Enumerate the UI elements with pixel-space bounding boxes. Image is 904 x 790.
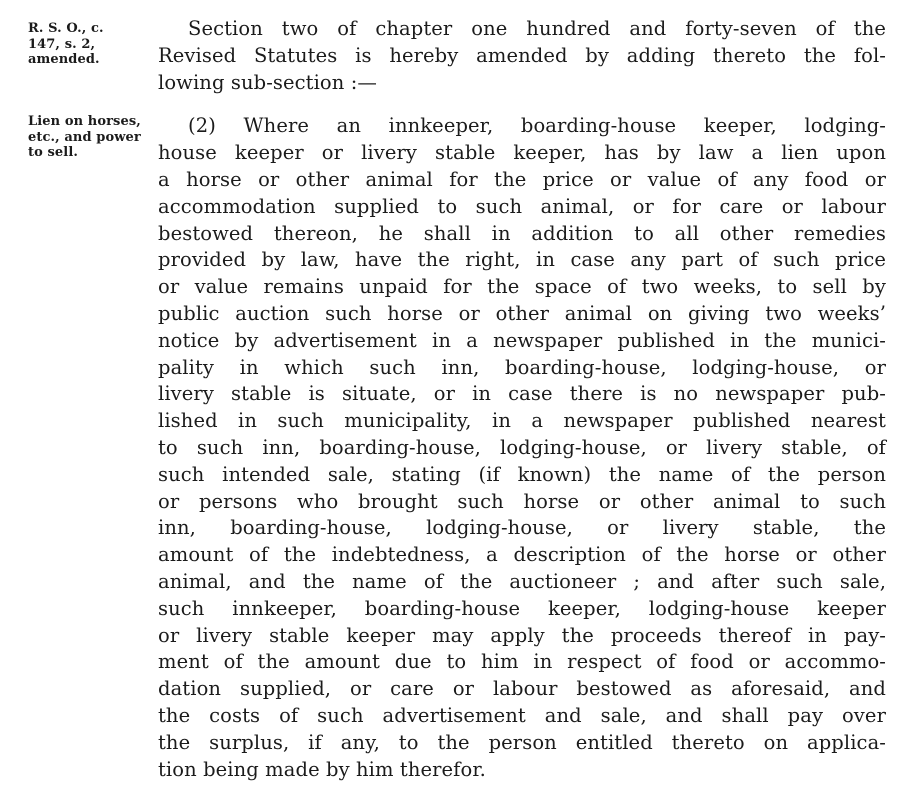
- margin-note-statute-reference: [28, 21, 150, 68]
- margin-note-line: to sell.: [28, 145, 78, 160]
- text-line: pality in which such inn, boarding-house, lodging-house, or: [158, 355, 886, 379]
- paragraph-subsection-2: [158, 113, 886, 783]
- text-line: the surplus, if any, to the person entitled thereto on applica-: [158, 730, 886, 754]
- text-line: a horse or other animal for the price or value of any food or: [158, 167, 886, 191]
- text-line: ment of the amount due to him in respect of food or accommo-: [158, 650, 886, 674]
- text-line: provided by law, have the right, in case any part of such price: [158, 248, 886, 272]
- margin-note-line: Lien on horses,: [28, 114, 141, 129]
- text-line: inn, boarding-house, lodging-house, or livery stable, the: [158, 516, 886, 540]
- text-line: lowing sub-section :—: [158, 70, 377, 94]
- margin-note-line: etc., and power: [28, 129, 141, 145]
- margin-note-lien-on-horses: [28, 114, 150, 161]
- text-line: Section two of chapter one hundred and forty-seven of the: [188, 17, 886, 40]
- text-line: the costs of such advertisement and sale, and shall pay over: [158, 703, 886, 727]
- margin-note-line: R. S. O., c.: [28, 21, 104, 36]
- text-line: Revised Statutes is hereby amended by adding thereto the fol-: [158, 43, 886, 67]
- text-line: notice by advertisement in a newspaper published in the munici-: [158, 328, 886, 352]
- text-line: livery stable is situate, or in case there is no newspaper pub-: [158, 382, 886, 406]
- text-line: or value remains unpaid for the space of two weeks, to sell by: [158, 275, 886, 299]
- text-line: (2) Where an innkeeper, boarding-house keeper, lodging-: [188, 114, 886, 138]
- paragraph-amending-clause: [158, 16, 886, 96]
- text-line: such intended sale, stating (if known) the name of the person: [158, 462, 886, 486]
- text-line: bestowed thereon, he shall in addition to all other remedies: [158, 221, 886, 245]
- statute-body: [158, 16, 886, 783]
- margin-note-line: amended.: [28, 52, 100, 67]
- text-line: amount of the indebtedness, a description of the horse or other: [158, 543, 886, 567]
- text-line: public auction such horse or other animal on giving two weeks’: [158, 301, 886, 325]
- text-line: dation supplied, or care or labour bestowed as aforesaid, and: [158, 677, 886, 701]
- text-line: or livery stable keeper may apply the proceeds thereof in pay-: [158, 623, 886, 647]
- text-line: to such inn, boarding-house, lodging-house, or livery stable, of: [158, 435, 886, 459]
- margin-note-line: 147, s. 2,: [28, 36, 96, 52]
- text-line: accommodation supplied to such animal, or for care or labour: [158, 194, 886, 218]
- text-line: animal, and the name of the auctioneer ; and after such sale,: [158, 569, 886, 593]
- text-line: such innkeeper, boarding-house keeper, lodging-house keeper: [158, 596, 886, 620]
- text-line: house keeper or livery stable keeper, has by law a lien upon: [158, 141, 886, 165]
- text-line: tion being made by him therefor.: [158, 757, 486, 781]
- text-line: or persons who brought such horse or other animal to such: [158, 489, 886, 513]
- text-line: lished in such municipality, in a newspaper published nearest: [158, 409, 886, 433]
